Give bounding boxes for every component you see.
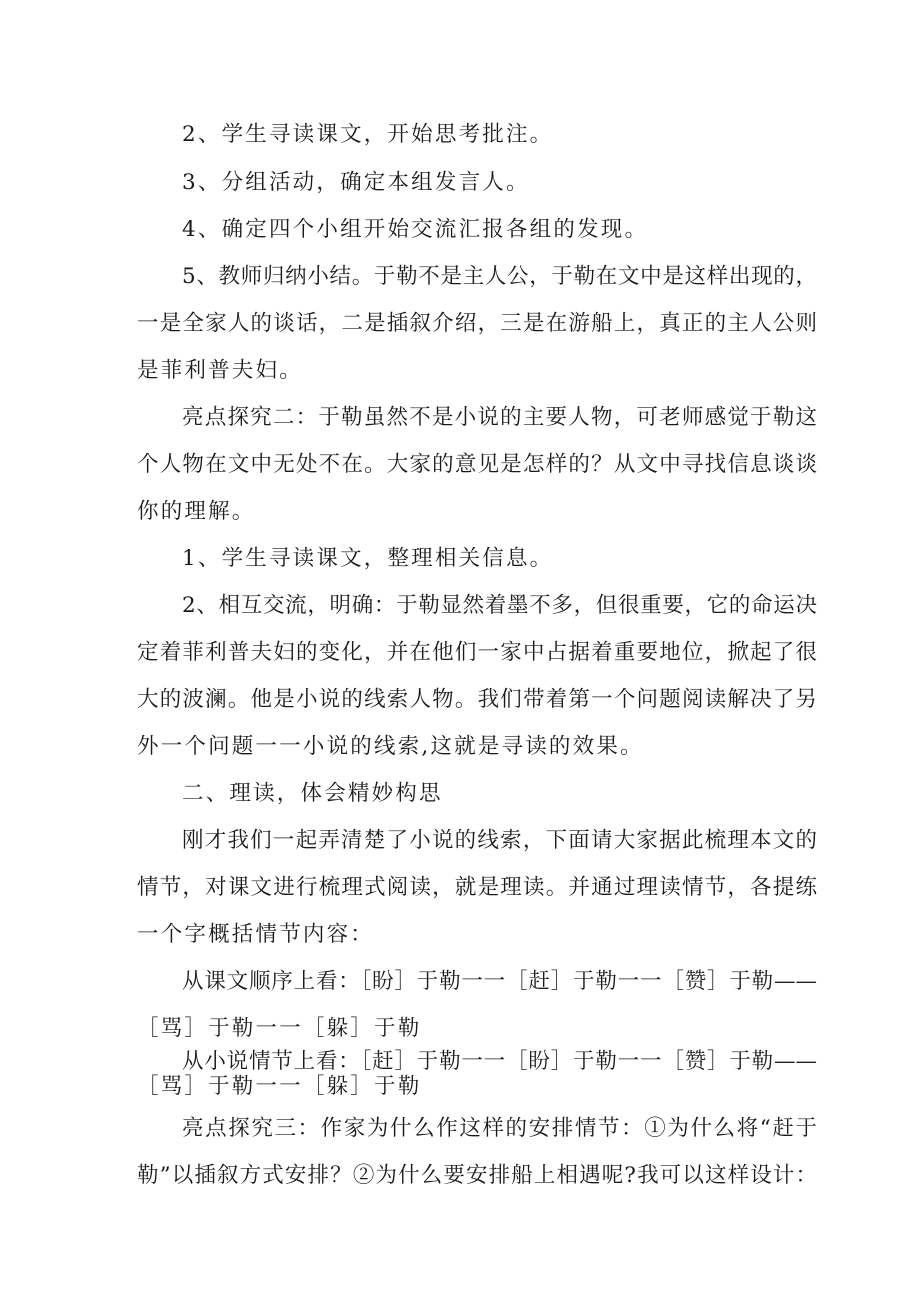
step-5-line-2: 一是全家人的谈话，二是插叙介绍，三是在游船上，真正的主人公则 bbox=[137, 311, 817, 336]
plot-order-line-1: 从小说情节上看：［赶］于勒一一［盼］于勒一一［赞］于勒—— bbox=[182, 1049, 817, 1074]
highlight-2-line-3: 你的理解。 bbox=[137, 499, 256, 524]
highlight-2-line-2: 个人物在文中无处不在。大家的意见是怎样的？从文中寻找信息谈谈 bbox=[137, 452, 817, 477]
text-order-line-2: ［骂］于勒一一［躲］于勒 bbox=[137, 1016, 422, 1041]
exchange-line-3: 大的波澜。他是小说的线索人物。我们带着第一个问题阅读解决了另 bbox=[137, 687, 817, 712]
highlight-2-line-1: 亮点探究二：于勒虽然不是小说的主要人物，可老师感觉于勒这 bbox=[182, 405, 817, 430]
exchange-line-1: 2、相互交流，明确：于勒显然着墨不多，但很重要，它的命运决 bbox=[182, 593, 817, 618]
text-order-line-1: 从课文顺序上看：［盼］于勒一一［赶］于勒一一［赞］于勒—— bbox=[182, 969, 817, 994]
step-4-text: 4、确定四个小组开始交流汇报各组的发现。 bbox=[182, 217, 649, 242]
exchange-line-4: 外一个问题一一小说的线索,这就是寻读的效果。 bbox=[137, 734, 644, 759]
step-5-line-3: 是菲利普夫妇。 bbox=[137, 358, 303, 383]
reading-line-3: 一个字概括情节内容： bbox=[137, 922, 375, 947]
reading-line-1: 刚才我们一起弄清楚了小说的线索，下面请大家据此梳理本文的 bbox=[182, 828, 817, 853]
section-heading: 二、理读，体会精妙构思 bbox=[182, 781, 443, 806]
step-5-line-1: 5、教师归纳小结。于勒不是主人公，于勒在文中是这样出现的， bbox=[182, 264, 817, 289]
highlight-3-line-2: 勒”以插叙方式安排？②为什么要安排船上相遇呢?我可以这样设计： bbox=[137, 1163, 817, 1188]
step-3-text: 3、分组活动，确定本组发言人。 bbox=[182, 170, 530, 195]
step-2-text: 2、学生寻读课文，开始思考批注。 bbox=[182, 122, 554, 147]
highlight-3-line-1: 亮点探究三：作家为什么作这样的安排情节：①为什么将“赶于 bbox=[182, 1116, 817, 1141]
plot-order-line-2: ［骂］于勒一一［躲］于勒 bbox=[137, 1074, 422, 1099]
exchange-line-2: 定着菲利普夫妇的变化，并在他们一家中占据着重要地位，掀起了很 bbox=[137, 640, 817, 665]
reading-line-2: 情节，对课文进行梳理式阅读，就是理读。并通过理读情节，各提练 bbox=[137, 875, 817, 900]
step-1-text: 1、学生寻读课文，整理相关信息。 bbox=[182, 546, 554, 571]
